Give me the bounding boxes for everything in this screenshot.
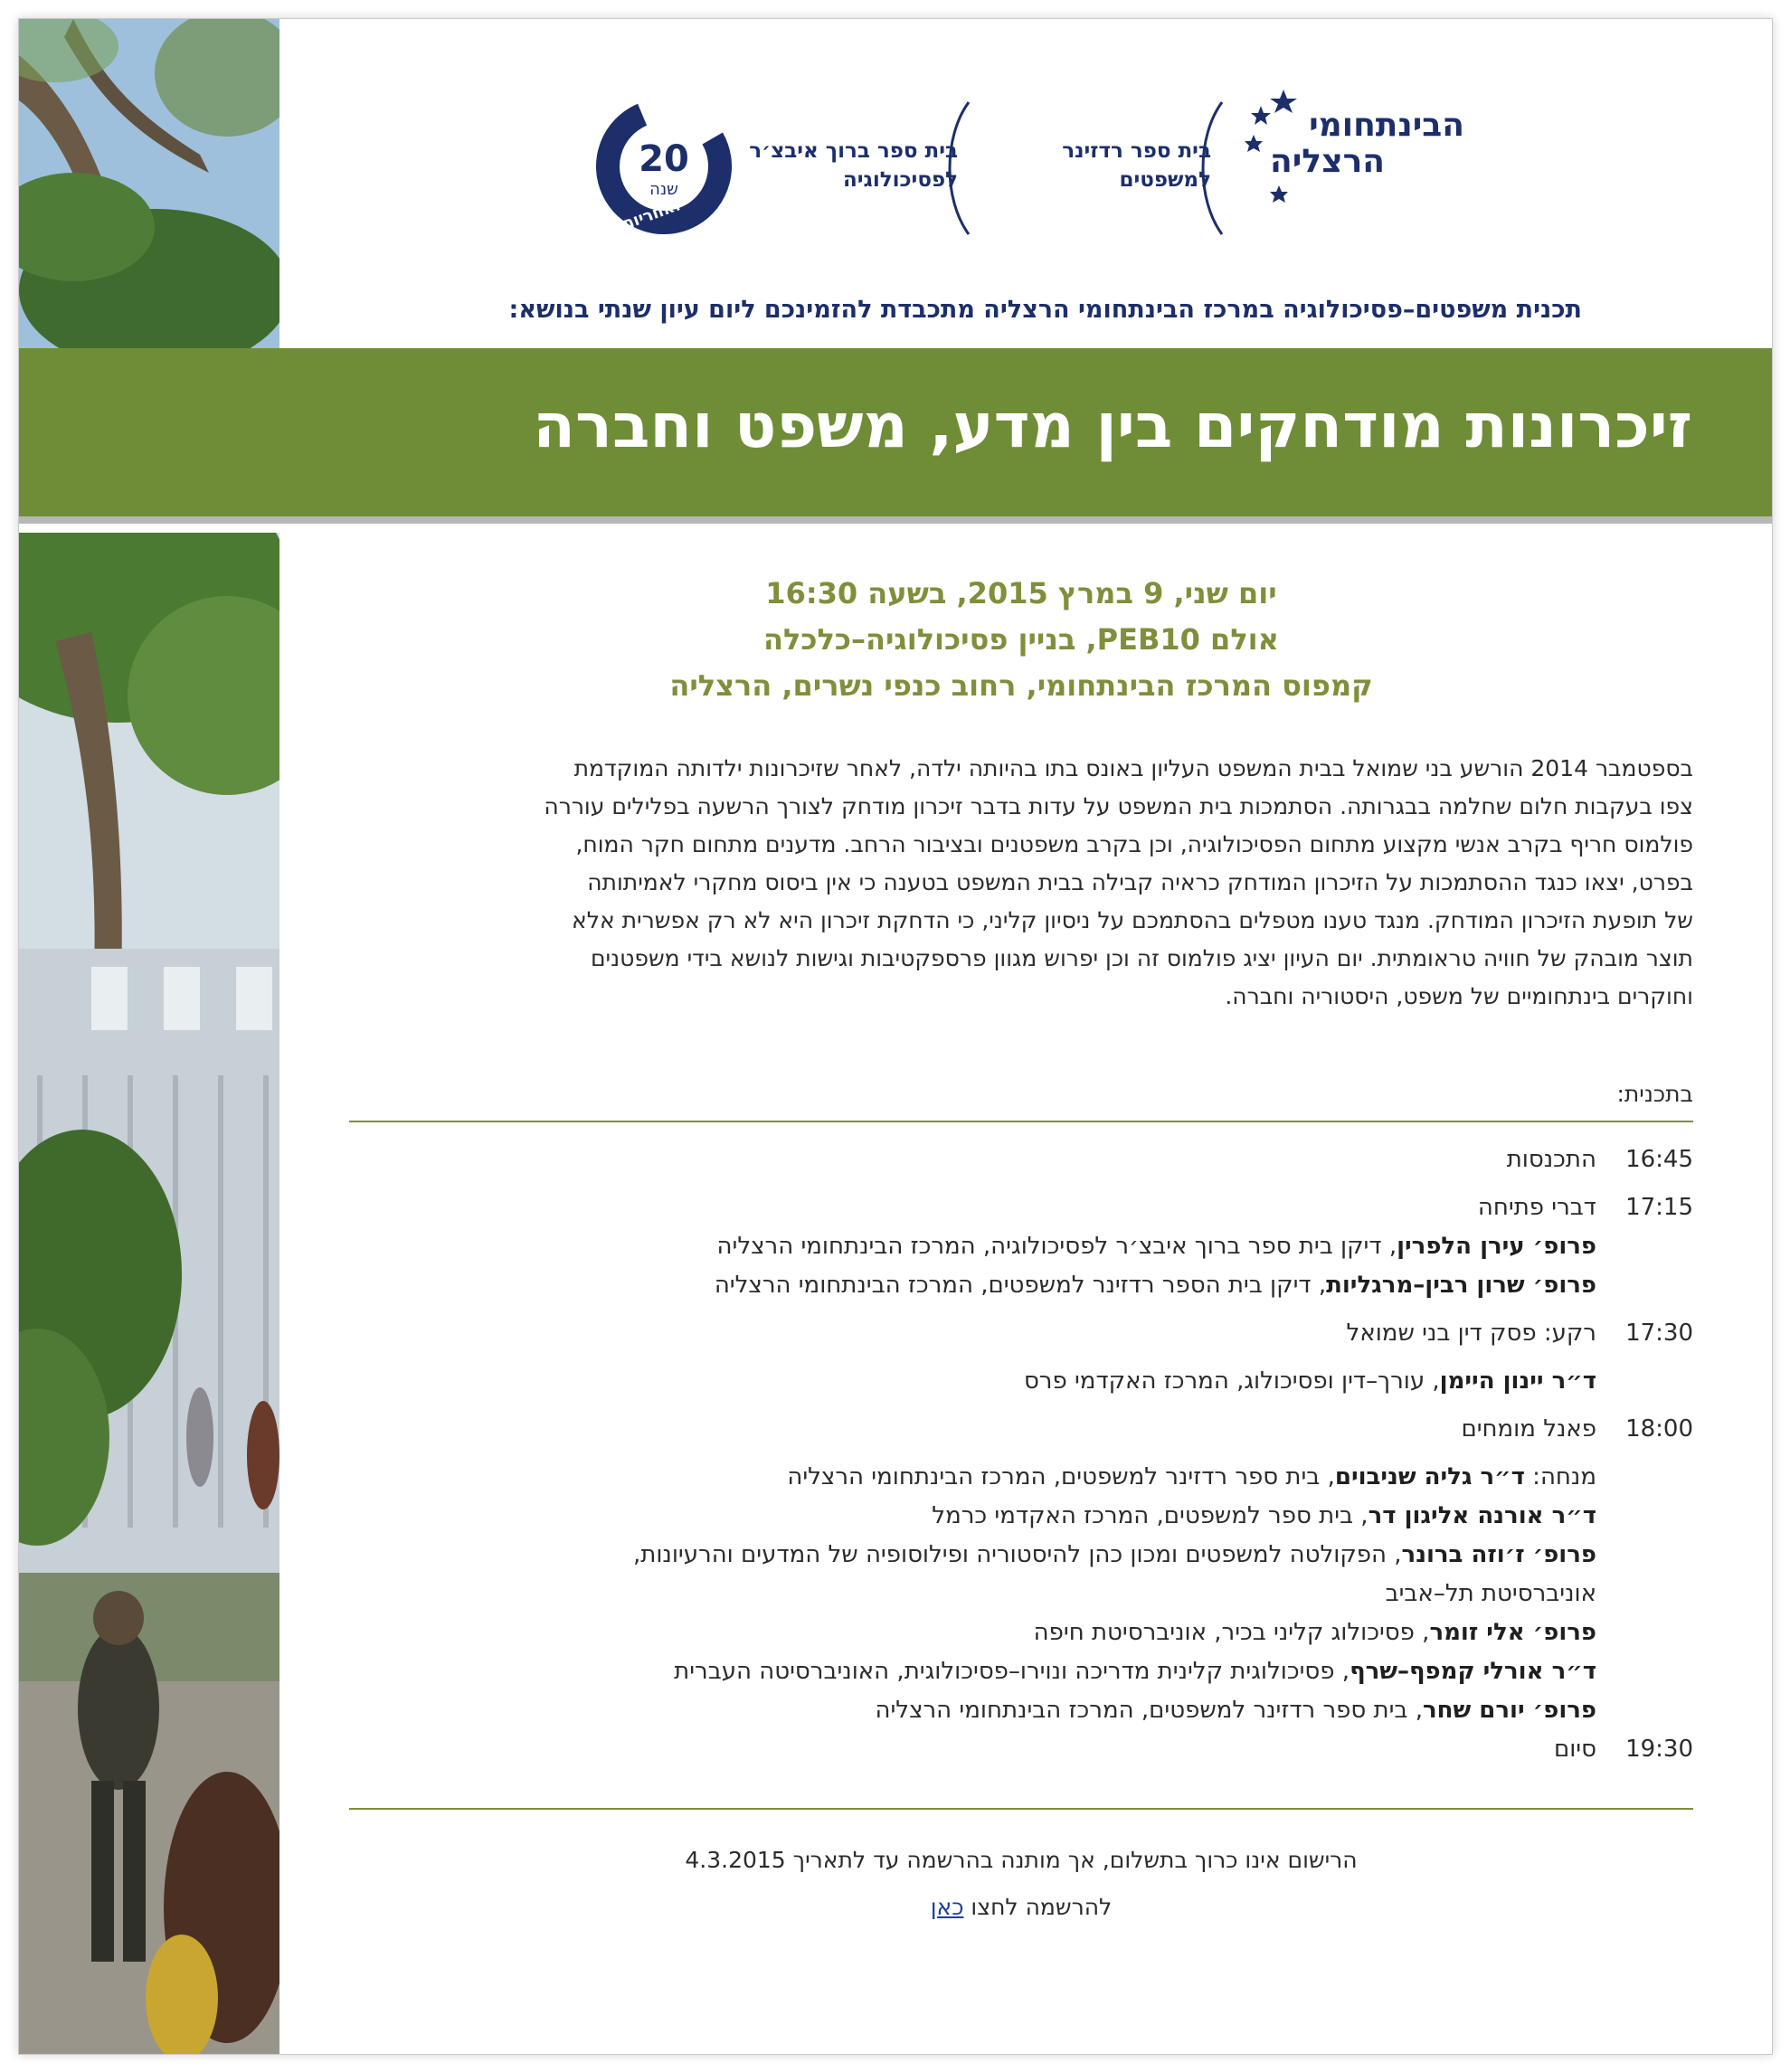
schedule-row <box>349 1266 1693 1305</box>
row-text: דברי פתיחה <box>1477 1194 1596 1221</box>
speaker-affiliation: , הפקולטה למשפטים ומכון כהן להיסטוריה ופילוסופיה של המדעים והרעיונות, <box>633 1541 1402 1568</box>
invitation-page <box>18 18 1773 2055</box>
register-prefix: להרשמה לחצו <box>963 1894 1113 1920</box>
row-time: 17:15 <box>1625 1194 1693 1221</box>
badge-word: שנה <box>649 180 678 199</box>
speaker-line <box>875 1691 1596 1730</box>
speaker-name: פרופ׳ ז׳וזה ברונר <box>1401 1541 1596 1568</box>
intro-line: צפו בעקבות חלום שחלמה בבגרותה. הסתמכות בית המשפט על עדות בדבר זיכרון מודחק לצורך הרשעה בפלילים עוררה <box>544 793 1693 819</box>
idc-logo[interactable] <box>1220 91 1464 227</box>
event-campus: קמפוס המרכז הבינתחומי, רחוב כנפי נשרים, הרצליה <box>669 668 1373 703</box>
schedule-row <box>349 1188 1693 1227</box>
row-text: התכנסות <box>1506 1146 1596 1173</box>
event-details <box>349 571 1693 709</box>
row-time: 18:00 <box>1625 1415 1693 1443</box>
psych-line2: לפסיכולוגיה <box>842 168 958 192</box>
schedule-row <box>349 1730 1693 1769</box>
row-time: 19:30 <box>1625 1736 1693 1763</box>
campus-photo-bottom <box>19 533 279 2054</box>
speaker-name: ד״ר אורלי קמפף–שרף <box>1350 1658 1596 1685</box>
row-text: פאנל מומחים <box>1461 1415 1596 1443</box>
header <box>279 19 1772 348</box>
event-date: יום שני, 9 במרץ 2015, בשעה 16:30 <box>765 576 1277 610</box>
speaker-affiliation: , בית ספר רדזינר למשפטים, המרכז הבינתחומי הרצליה <box>787 1463 1335 1490</box>
schedule-row <box>349 1691 1693 1730</box>
register-link[interactable]: כאן <box>930 1894 964 1920</box>
speaker-name: פרופ׳ שרון רבין–מרגליות <box>1326 1272 1596 1299</box>
title-band <box>19 348 1772 524</box>
schedule-row <box>349 1575 1693 1613</box>
speaker-affiliation: , בית ספר למשפטים, המרכז האקדמי כרמל <box>932 1502 1369 1529</box>
radzyner-line1: בית ספר רדזינר <box>1062 139 1211 163</box>
schedule-row <box>349 1227 1693 1266</box>
radzyner-line2: למשפטים <box>1119 168 1211 192</box>
speaker-name: פרופ׳ אלי זומר <box>1429 1619 1596 1646</box>
idc-logo-line2: הרצליה <box>1269 143 1385 180</box>
event-title: זיכרונות מודחקים בין מדע, משפט וחברה <box>533 391 1692 462</box>
row-text: סיום <box>1553 1736 1596 1763</box>
speaker-line <box>787 1458 1596 1497</box>
speaker-line <box>674 1652 1596 1691</box>
intro-line: בפרט, יצאו כנגד ההסתמכות על הזיכרון המודחק כראיה קבילה בבית המשפט בטענה כי אין ביסוס מחקרי לאמיתותה <box>587 869 1693 895</box>
schedule <box>349 1140 1693 1769</box>
registration-note: הרישום אינו כרוך בתשלום, אך מותנה בהרשמה עד לתאריך 4.3.2015 <box>685 1847 1358 1873</box>
speaker-affiliation: , פסיכולוג קליני בכיר, אוניברסיטת חיפה <box>1033 1619 1430 1646</box>
speaker-line <box>932 1497 1596 1536</box>
speaker-affiliation: , פסיכולוגית קלינית מדריכה ונוירו–פסיכולוגית, האוניברסיטה העברית <box>674 1658 1350 1685</box>
ivcher-psychology-school[interactable] <box>723 137 958 194</box>
schedule-row <box>349 1536 1693 1575</box>
speaker-line <box>633 1536 1596 1575</box>
speaker-line <box>715 1266 1596 1305</box>
badge-ring-top: חירות <box>668 89 715 131</box>
schedule-row <box>349 1613 1693 1652</box>
speaker-line <box>1034 1613 1596 1652</box>
registration-footer <box>349 1837 1693 1931</box>
program-label: בתכנית: <box>1616 1081 1693 1107</box>
schedule-row <box>349 1458 1693 1497</box>
badge-ring-bottom: ואחריות <box>620 195 683 234</box>
speaker-affiliation: , דיקן בית ספר ברוך איבצ׳ר לפסיכולוגיה, המרכז הבינתחומי הרצליה <box>716 1233 1397 1260</box>
row-time: 17:30 <box>1625 1320 1693 1347</box>
speaker-affiliation: , עורך–דין ופסיכולוג, המרכז האקדמי פרס <box>1023 1367 1440 1395</box>
schedule-row <box>349 1652 1693 1691</box>
event-hall: אולם PEB10, בניין פסיכולוגיה–כלכלה <box>763 622 1279 657</box>
speaker-name: פרופ׳ עירן הלפרין <box>1397 1233 1596 1260</box>
schedule-row <box>349 1140 1693 1179</box>
speaker-name: ד״ר יינון היימן <box>1439 1367 1596 1395</box>
intro-line: תוצר מובהק של חוויה טראומתית. יום העיון יציג פולמוס זה וכן יפרוש מגוון פרספקטיבות וגישות לנושא בידי משפטנים <box>590 945 1693 971</box>
program-bottom-rule <box>349 1808 1693 1810</box>
speaker-name: פרופ׳ יורם שחר <box>1423 1697 1596 1724</box>
intro-line: של תופעת הזיכרון המודחק. מנגד טענו מטפלים בהסתמכם על ניסיון קליני, כי הדחקת זיכרון היא לא רק אפשרית אלא <box>572 907 1693 933</box>
schedule-row <box>349 1410 1693 1449</box>
schedule-row <box>349 1314 1693 1353</box>
radzyner-law-school[interactable] <box>1030 137 1211 194</box>
registration-cta <box>349 1884 1693 1931</box>
program-top-rule <box>349 1121 1693 1122</box>
speaker-line <box>1024 1362 1596 1401</box>
moderator-prefix: מנחה: <box>1524 1463 1596 1490</box>
row-text: רקע: פסק דין בני שמואל <box>1346 1320 1596 1347</box>
badge-number: 20 <box>639 138 689 180</box>
speaker-line <box>717 1227 1596 1266</box>
intro-line: וחוקרים בינתחומיים של משפט, היסטוריה וחברה. <box>1225 983 1693 1009</box>
row-time: 16:45 <box>1625 1146 1693 1173</box>
idc-logo-line1: הבינתחומי <box>1309 107 1464 144</box>
anniversary-badge <box>596 89 732 234</box>
speaker-name: ד״ר גליה שניבוים <box>1334 1463 1525 1490</box>
speaker-affiliation: , דיקן בית הספר רדזינר למשפטים, המרכז הבינתחומי הרצליה <box>714 1272 1327 1299</box>
schedule-row <box>349 1362 1693 1401</box>
psych-line1: בית ספר ברוך איבצ׳ר <box>749 139 958 163</box>
invitation-line: תכנית משפטים–פסיכולוגיה במרכז הבינתחומי הרצליה מתכבדת להזמינכם ליום עיון שנתי בנושא: <box>508 296 1582 324</box>
speaker-affiliation: , בית ספר רדזינר למשפטים, המרכז הבינתחומי הרצליה <box>875 1697 1423 1724</box>
schedule-row <box>349 1497 1693 1536</box>
speaker-affiliation-cont: אוניברסיטת תל–אביב <box>1385 1580 1596 1607</box>
intro-line: בספטמבר 2014 הורשע בני שמואל בבית המשפט העליון באונס בתו בהיותה ילדה, לאחר שזיכרונות ילדותה המוקדמת <box>573 755 1693 781</box>
campus-photo-top <box>19 19 279 348</box>
intro-paragraph <box>349 750 1693 1016</box>
intro-line: פולמוס חריף בקרב אנשי מקצוע מתחום הפסיכולוגיה, וכן בקרב משפטנים ובציבור הרחב. מדענים מתחום חקר המוח, <box>575 831 1693 857</box>
speaker-name: ד״ר אורנה אליגון דר <box>1368 1502 1596 1529</box>
